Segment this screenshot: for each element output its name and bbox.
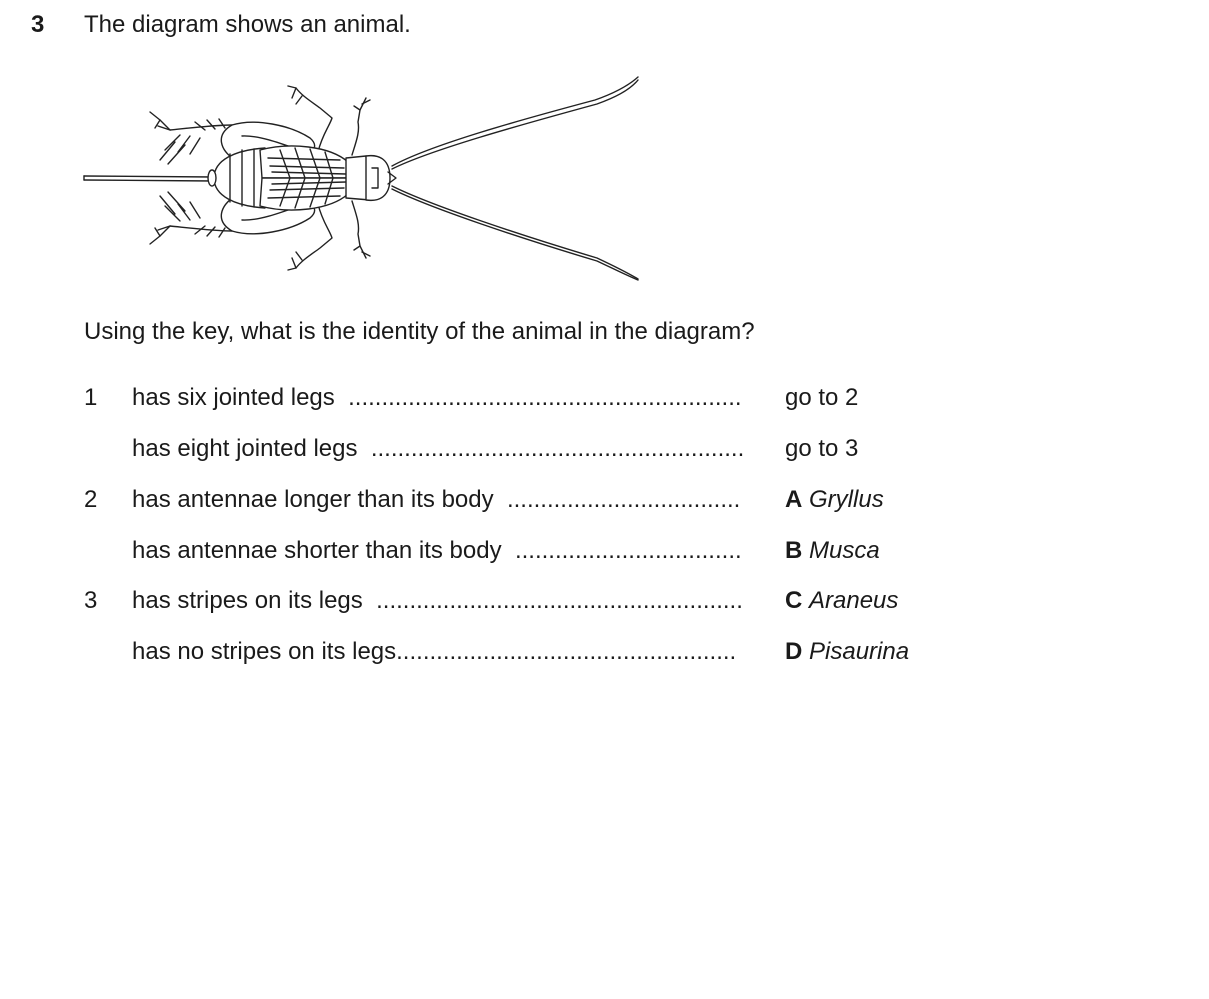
key-description (132, 383, 742, 413)
key-leader-dots: .................................. (514, 537, 742, 564)
key-result-text: go to 2 (785, 384, 859, 411)
question-number: 3 (31, 11, 45, 38)
key-description-text: has stripes on its legs (132, 587, 363, 614)
key-description (132, 586, 743, 616)
insect-diagram (80, 72, 645, 292)
key-result (785, 586, 898, 616)
question-prompt: Using the key, what is the identity of the animal in the diagram? (84, 318, 755, 345)
antennae (392, 77, 638, 280)
key-result (785, 383, 858, 413)
key-description (132, 434, 744, 464)
key-step-number: 3 (84, 587, 98, 614)
key-description-text: has eight jointed legs (132, 435, 358, 462)
abdomen (208, 148, 265, 208)
key-result-genus: Musca (809, 537, 880, 564)
key-result-genus: Gryllus (809, 486, 884, 513)
key-result-text: go to 3 (785, 435, 859, 462)
key-result (785, 434, 858, 464)
key-description-text: has six jointed legs (132, 384, 335, 411)
key-description-text: has no stripes on its legs (132, 638, 397, 665)
key-step-number: 1 (84, 384, 98, 411)
key-description (132, 485, 740, 515)
key-step-number: 2 (84, 486, 98, 513)
key-result (785, 637, 909, 667)
key-leader-dots: ................................................... (396, 638, 737, 665)
key-result (785, 485, 884, 515)
wings (260, 146, 348, 210)
key-leader-dots: ................................... (506, 486, 741, 513)
key-description-text: has antennae longer than its body (132, 486, 494, 513)
key-leader-dots: ........................................................ (370, 435, 745, 462)
question-intro: The diagram shows an animal. (84, 11, 411, 38)
key-result (785, 536, 880, 566)
thorax-head (346, 156, 396, 201)
key-description (132, 536, 742, 566)
key-result-genus: Pisaurina (809, 638, 910, 665)
key-description (132, 637, 736, 667)
key-description-text: has antennae shorter than its body (132, 537, 502, 564)
key-leader-dots: ........................................................... (348, 384, 742, 411)
ovipositor (84, 176, 214, 181)
key-result-letter: A (785, 486, 803, 513)
key-result-letter: B (785, 537, 803, 564)
key-result-letter: C (785, 587, 803, 614)
key-result-genus: Araneus (809, 587, 899, 614)
key-leader-dots: ....................................................... (376, 587, 743, 614)
key-result-letter: D (785, 638, 803, 665)
